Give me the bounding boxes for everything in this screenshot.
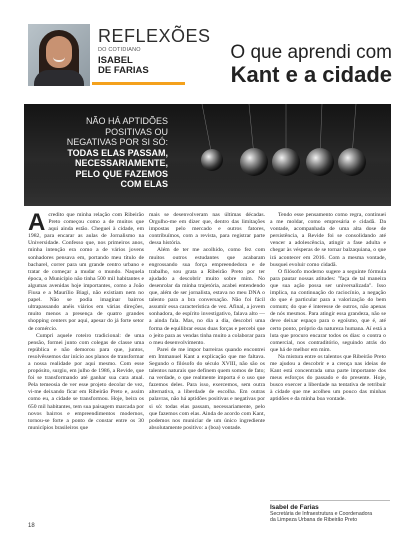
signature-role-line-1: Secretária de Infraestrutura e Coordenadora [270,511,373,517]
signature-role-line-2: da Limpeza Urbana de Ribeirão Preto [270,517,358,524]
headline [164,42,392,86]
pull-quote-line-4: TODAS ELAS PASSAM, [67,147,168,158]
author-portrait [28,24,90,86]
article-column-2 [149,212,265,432]
article-paragraph: mais se desenvolveram nas últimas décadas. Orgulho-me em dizer que, dentro das limitações impostas pelo mercado e outros fatores, contribuímos, com a revista, para registrar parte dessa história. [149,212,265,247]
author-first-name: ISABEL [98,55,133,66]
article-paragraph: Na mistura entre os talentos que Ribeirão Preto me ajudou a descobrir e a crença nas ideias de Kant está concentrada uma parte importante dos meus esforços do passado e do presente. Hoje, busco exercer a liberdade na tentativa de retribuir à cidade que me acolheu um pouco das minhas aptidões e da minha boa vontade. [270,353,386,403]
pull-quote-line-5: NECESSARIAMENTE, [74,158,168,168]
column-title: REFLEXÕES [98,26,211,46]
pull-quote-line-1: NÃO HÁ APTIDÕES [85,116,168,126]
pull-quote-line-3: NEGATIVAS POR SI SÓ: [66,137,168,147]
column-author [98,56,168,76]
article-column-3 [270,212,386,404]
pull-quote [38,116,168,190]
pull-quote-line-6: PELO QUE FAZEMOS [75,168,168,179]
article-paragraph: Tendo esse pensamento como regra, continuei a me moldar, como empresária e cidadã. Da vontade, acompanhada de uma alta dose de persistência, a Revide foi se consolidando até vencer a adolescência, atingir a fase adulta e chegar às vésperas de se tornar balzaquiana, o que irá acontecer em 2016. Com a mesma vontade, busquei evoluir como cidadã. [270,212,386,268]
headline-line-2: Kant e a cidade [230,62,392,87]
article-paragraph: Além de ter me acolhido, como fez com muitos outros estudantes que acabaram engrossando sua força empreendedora e de trabalho, sou grata a Ribeirão Preto por ter ajudado a descobrir muito sobre mim. No desenrolar da minha trajetória, acabei entendendo que, além de ser jornalista, estava no meu DNA o talento para a bra conversação. Não foi fácil assumir essa característica de vez. Afinal, a jovem sonhadora, de espírito investigativo, falava alto — a ainda fala. Mas, no dia a dia, descobri uma forma de equilibrar essas duas forças e percebi que o jeito para as vendas tinha muito a colaborar para o meu desenvolvimento. [149,247,265,346]
article-paragraph: credito que minha relação com Ribeirão Preto começou como a de muitos que aqui ainda estão. Cheguei à cidade, em 1982, para encarar as aulas de Jornalismo na Universidade. Confesso que, nos primeiros anos, minha intenção era como a de vários jovens sonhadores pensava em, portando meu título de bacharel, correr para um grande centro urbano e tratar de começar a mudar o mundo. Naquela época, o Município não tinha 500 mil habitantes e algumas avenidas hoje importantes, como a João Fiusa e a Maurílio Biagi, não existiam nem no papel. Não se podia imaginar bairros ultrapassando anéis viários em várias direções, muito menos a presença de quatro grandes shopping centers por aqui, apesar do já forte setor de comércio. [28,212,144,332]
article-paragraph: Parei de me impor barreiras quando encontrei em Immanuel Kant a explicação que me faltava. Segundo o filósofo do século XVIII, não são os talentos naturais que definem quem somos de fato; na verdade, o que realmente importa é o uso que fazemos deles. Para isso, exercemos, sem outra alternativa, a liberdade de escolha. Em outras palavras, não há aptidões positivas e negativas por si só: todas elas passam, necessariamente, pelo que fazemos com elas. Ainda de acordo com Kant, podemos nos municiar de um único ingrediente absolutamente positivo: a (boa) vontade. [149,346,265,431]
article-column-1 [28,209,144,432]
author-signature [270,500,390,523]
pull-quote-line-2: POSITIVAS OU [105,126,168,137]
article-paragraph: Cumpri aquele roteiro tradicional: de uma pensão, formei junto com colegas de classe uma república e não demorou para que, juntos, resolvêssemos dar início aos planos de transformar a nossa realidade por aqui mesmo. Com esse propósito, surgiu, em julho de 1986, a Revide, que foi se transformando até ganhar sua cara atual. Pela temeosia de ver esse projeto decolar de vez, vi-me deixando ficar em Ribeirão Preto e, assim como eu, a cidade se transformou. Hoje, beira os 650 mil habitantes, tem sua paisagem marcada por novos bairros e empreendimentos modernos, tornou-se forte a ponto de constar entre os 30 municípios brasileiros que [28,332,144,431]
article-paragraph: O filósofo moderno sugere a seguinte fórmula para pautar nossas atitudes: "faça de tal maneira que sua ação possa ser universalizada". Isso implica, na continuação do raciocínio, a negação do que é particular para a valorização do bem comum; do que é interesse de outros, não apenas de nós mesmos. Para atingir essa grandeza, não se deve deixar espaço para o egoísmo, que é, até certo ponto, próprio da natureza humana. Aí está a luta que procuro encarar todos os dias: o contra o comercial, nos contraditório, seguindo atrás do que há de melhor em mim. [270,268,386,353]
page-number: 18 [28,523,35,529]
drop-cap: A [28,209,46,236]
signature-name: Isabel de Farias [270,504,319,511]
pull-quote-banner [24,104,391,206]
headline-line-1: O que aprendi com [230,42,392,63]
column-subtitle: DO COTIDIANO [98,47,141,53]
pull-quote-line-7: COM ELAS [120,179,168,189]
author-last-name: DE FARIAS [98,65,149,76]
